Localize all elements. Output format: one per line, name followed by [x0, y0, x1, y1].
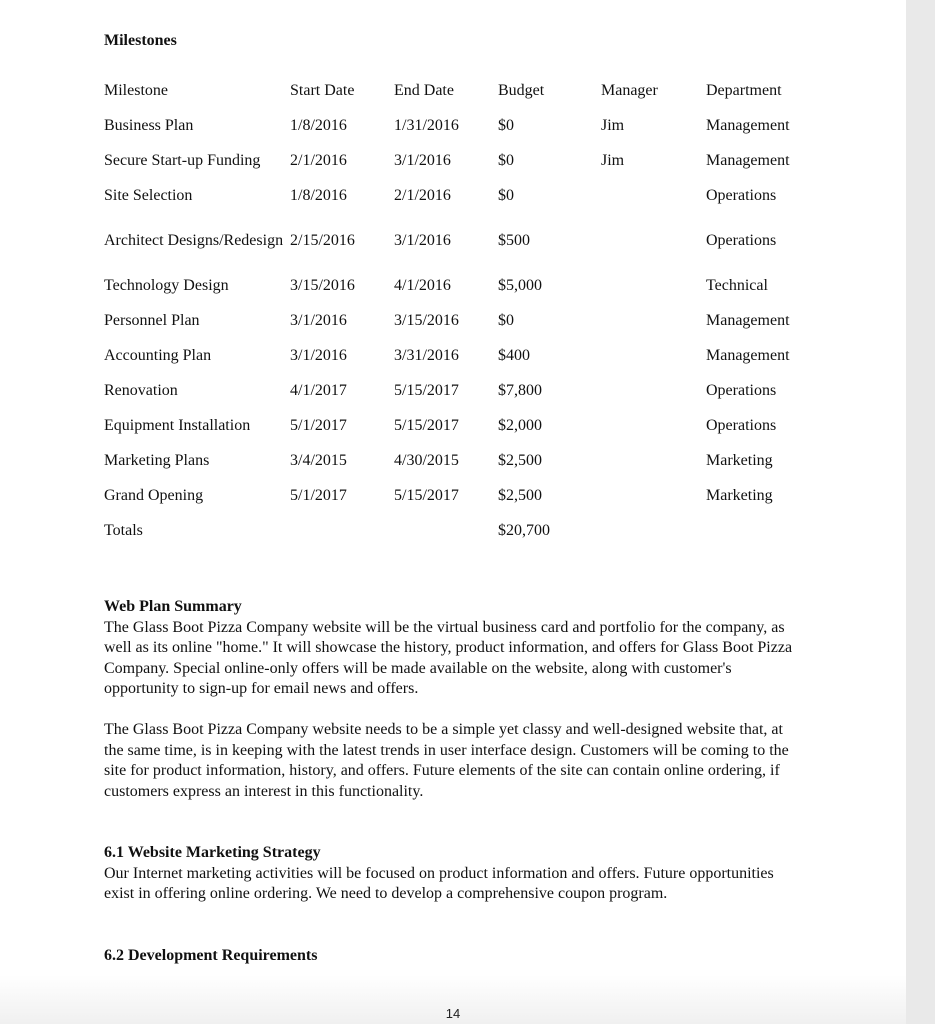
- header-milestone: Milestone: [104, 81, 168, 99]
- cell-manager: [601, 268, 706, 303]
- cell-manager: [601, 303, 706, 338]
- cell-department: Marketing: [706, 451, 773, 469]
- marketing-strategy-paragraph: Our Internet marketing activities will be focused on product information and offers. Future opportunities exist in offering online ordering. We need to develop a comprehensive coupon program.: [104, 864, 774, 902]
- cell-milestone: Equipment Installation: [104, 416, 251, 434]
- cell-start: 5/1/2017: [290, 416, 347, 434]
- cell-end: 1/31/2016: [394, 116, 459, 134]
- cell-manager: Jim: [601, 151, 625, 169]
- page-number: 14: [445, 1006, 461, 1021]
- table-header-row: [104, 73, 816, 108]
- cell-manager: [601, 178, 706, 213]
- header-budget: Budget: [498, 81, 545, 99]
- cell-department: Operations: [706, 381, 777, 399]
- scrollbar-track[interactable]: [906, 0, 935, 1024]
- web-plan-paragraph-2: The Glass Boot Pizza Company website needs to be a simple yet classy and well-designed website that, at the same time, is in keeping with the latest trends in user interface design. Customers will be coming to the site for product information, history, and offers. Future elements of the site can contain online ordering, if customers express an interest in this functionality.: [104, 721, 789, 800]
- milestones-table: [104, 73, 816, 548]
- cell-manager: [601, 213, 706, 268]
- table-row: [104, 338, 816, 373]
- cell-department: Management: [706, 151, 790, 169]
- cell-budget: $400: [498, 346, 530, 364]
- cell-department: Operations: [706, 231, 777, 249]
- cell-end: 4/1/2016: [394, 276, 451, 294]
- table-row: [104, 213, 816, 268]
- header-end-date: End Date: [394, 81, 454, 99]
- marketing-strategy-heading: 6.1 Website Marketing Strategy: [104, 844, 321, 861]
- cell-milestone: Technology Design: [104, 276, 229, 294]
- cell-milestone: Renovation: [104, 381, 178, 399]
- cell-start: 3/4/2015: [290, 451, 347, 469]
- cell-end: 5/15/2017: [394, 486, 459, 504]
- totals-row: [104, 513, 816, 548]
- cell-milestone: Site Selection: [104, 186, 193, 204]
- cell-manager: [601, 373, 706, 408]
- cell-milestone: Marketing Plans: [104, 451, 210, 469]
- cell-end: 3/1/2016: [394, 231, 451, 249]
- cell-budget: $0: [498, 186, 514, 204]
- table-row: [104, 303, 816, 338]
- table-row: [104, 478, 816, 513]
- cell-budget: $0: [498, 151, 514, 169]
- cell-milestone: Architect Designs/Redesign: [104, 231, 284, 249]
- cell-end: 2/1/2016: [394, 186, 451, 204]
- web-plan-paragraph-1: The Glass Boot Pizza Company website will be the virtual business card and portfolio for the company, as well as its online "home." It will showcase the history, product information, and offers for Glass Boot Pizza Company. Special online-only offers will be made available on the website, along with customer's opportunity to sign-up for email news and offers.: [104, 618, 793, 697]
- development-heading: 6.2 Development Requirements: [104, 947, 318, 964]
- cell-budget: $7,800: [498, 381, 542, 399]
- cell-start: 3/1/2016: [290, 311, 347, 329]
- cell-start: 3/1/2016: [290, 346, 347, 364]
- cell-milestone: Grand Opening: [104, 486, 204, 504]
- cell-end: 3/31/2016: [394, 346, 459, 364]
- table-row: [104, 408, 816, 443]
- cell-manager: Jim: [601, 116, 625, 134]
- cell-department: Management: [706, 311, 790, 329]
- totals-budget: $20,700: [498, 521, 550, 539]
- cell-budget: $5,000: [498, 276, 542, 294]
- cell-department: Technical: [706, 276, 768, 294]
- cell-department: Marketing: [706, 486, 773, 504]
- cell-milestone: Secure Start-up Funding: [104, 151, 261, 169]
- table-row: [104, 178, 816, 213]
- totals-label: Totals: [104, 521, 143, 539]
- table-row: [104, 268, 816, 303]
- web-plan-paragraph-2-block: [104, 720, 794, 802]
- marketing-strategy-section: [104, 843, 794, 905]
- table-row: [104, 443, 816, 478]
- table-row: [104, 108, 816, 143]
- cell-milestone: Personnel Plan: [104, 311, 200, 329]
- cell-budget: $2,000: [498, 416, 542, 434]
- cell-department: Management: [706, 346, 790, 364]
- cell-budget: $2,500: [498, 451, 542, 469]
- cell-start: 4/1/2017: [290, 381, 347, 399]
- cell-end: 5/15/2017: [394, 381, 459, 399]
- cell-milestone: Business Plan: [104, 116, 194, 134]
- cell-manager: [601, 443, 706, 478]
- cell-start: 3/15/2016: [290, 276, 355, 294]
- cell-manager: [601, 478, 706, 513]
- milestones-title: Milestones: [104, 32, 177, 49]
- cell-end: 3/15/2016: [394, 311, 459, 329]
- development-section: [104, 946, 794, 967]
- web-plan-summary-section: [104, 597, 794, 700]
- header-department: Department: [706, 81, 782, 99]
- cell-end: 5/15/2017: [394, 416, 459, 434]
- cell-department: Management: [706, 116, 790, 134]
- table-row: [104, 143, 816, 178]
- cell-start: 5/1/2017: [290, 486, 347, 504]
- cell-department: Operations: [706, 186, 777, 204]
- cell-milestone: Accounting Plan: [104, 346, 212, 364]
- cell-budget: $500: [498, 231, 530, 249]
- cell-budget: $0: [498, 116, 514, 134]
- cell-budget: $0: [498, 311, 514, 329]
- cell-start: 2/1/2016: [290, 151, 347, 169]
- table-row: [104, 373, 816, 408]
- cell-end: 3/1/2016: [394, 151, 451, 169]
- header-manager: Manager: [601, 81, 658, 99]
- cell-department: Operations: [706, 416, 777, 434]
- cell-manager: [601, 408, 706, 443]
- cell-start: 1/8/2016: [290, 186, 347, 204]
- cell-end: 4/30/2015: [394, 451, 459, 469]
- cell-start: 1/8/2016: [290, 116, 347, 134]
- web-plan-heading: Web Plan Summary: [104, 598, 242, 615]
- cell-manager: [601, 338, 706, 373]
- cell-start: 2/15/2016: [290, 231, 355, 249]
- header-start-date: Start Date: [290, 81, 355, 99]
- cell-budget: $2,500: [498, 486, 542, 504]
